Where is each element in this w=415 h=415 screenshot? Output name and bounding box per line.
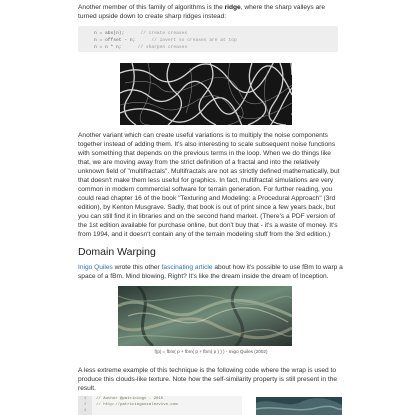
inigo-quiles-link[interactable]: Inigo Quiles	[78, 264, 113, 271]
clouds-preview-canvas	[256, 397, 342, 415]
domain-warp-image	[118, 286, 292, 346]
code-comment-line: // Author @patriciogv - 2015	[96, 397, 164, 401]
multifractal-paragraph: Another variant which can create useful variations is to multiply the noise components together instead of adding them. It's also interesting to scale subsequent noise functions with something that depends on the previous terms in the loop. When we do things like that, we are moving away from the strict definition of a fractal and into the relatively unknown field of "multifractals". Multifractals are not as strictly defined mathematically, but that doesn't make them less useful for graphics. In fact, multifractal simulations are very common in modern commercial software for terrain generation. For further reading, you could read chapter 16 of the book "Texturing and Modeling: a Procedural Approach" (3rd edition), by Kenton Musgrave. Sadly, that book is out of print since a few years back, but you can still find it in libraries and on the second hand market. (There's a PDF version of the 1st edition available for purchase online, but don't buy that - it's a waste of money. It's from 1994, and it doesn't contain any of the terrain modeling stuff from the 3rd edition.)	[78, 132, 340, 238]
code-comment-line: // http://patriciogonzalezvivo.com	[96, 403, 178, 407]
ridge-noise-image	[120, 63, 292, 125]
code-line: n = n * n; // sharpen creases	[94, 45, 188, 50]
fascinating-article-link[interactable]: fascinating article	[161, 264, 213, 271]
warp-caption: f(p) = fbm( p + fbm( p + fbm( p ) ) ) - Inigo Quiles (2002)	[154, 349, 268, 354]
section-heading: Domain Warping	[78, 246, 156, 258]
line-number-gutter: 1 2 3	[78, 396, 92, 415]
ridge-term: ridge	[224, 4, 241, 11]
code-line: n = abs(n); // create creases	[94, 31, 188, 36]
intro-text: Another member of this family of algorithms is the	[78, 4, 225, 11]
intro-paragraph	[78, 3, 344, 21]
intro-text-tail: , where the sharp valleys are turned upside down to create sharp ridges instead:	[78, 4, 326, 20]
code-line: n = offset - n; // invert so creases are at top	[94, 38, 237, 43]
clouds-paragraph: A less extreme example of this technique is the following code where the wrap is used to produce this clouds-like texture. Note how the self-similarity property is still present in the result.	[78, 367, 338, 392]
domain-warp-paragraph: Inigo Quiles wrote this other fascinating article about how it's possible to use fBm to warp a space of a fBm. Mind blowing, Right? It's like the dream inside the dream of Inception.	[78, 264, 343, 280]
shader-code-editor[interactable]	[78, 396, 242, 415]
ridge-code-block	[78, 26, 338, 52]
